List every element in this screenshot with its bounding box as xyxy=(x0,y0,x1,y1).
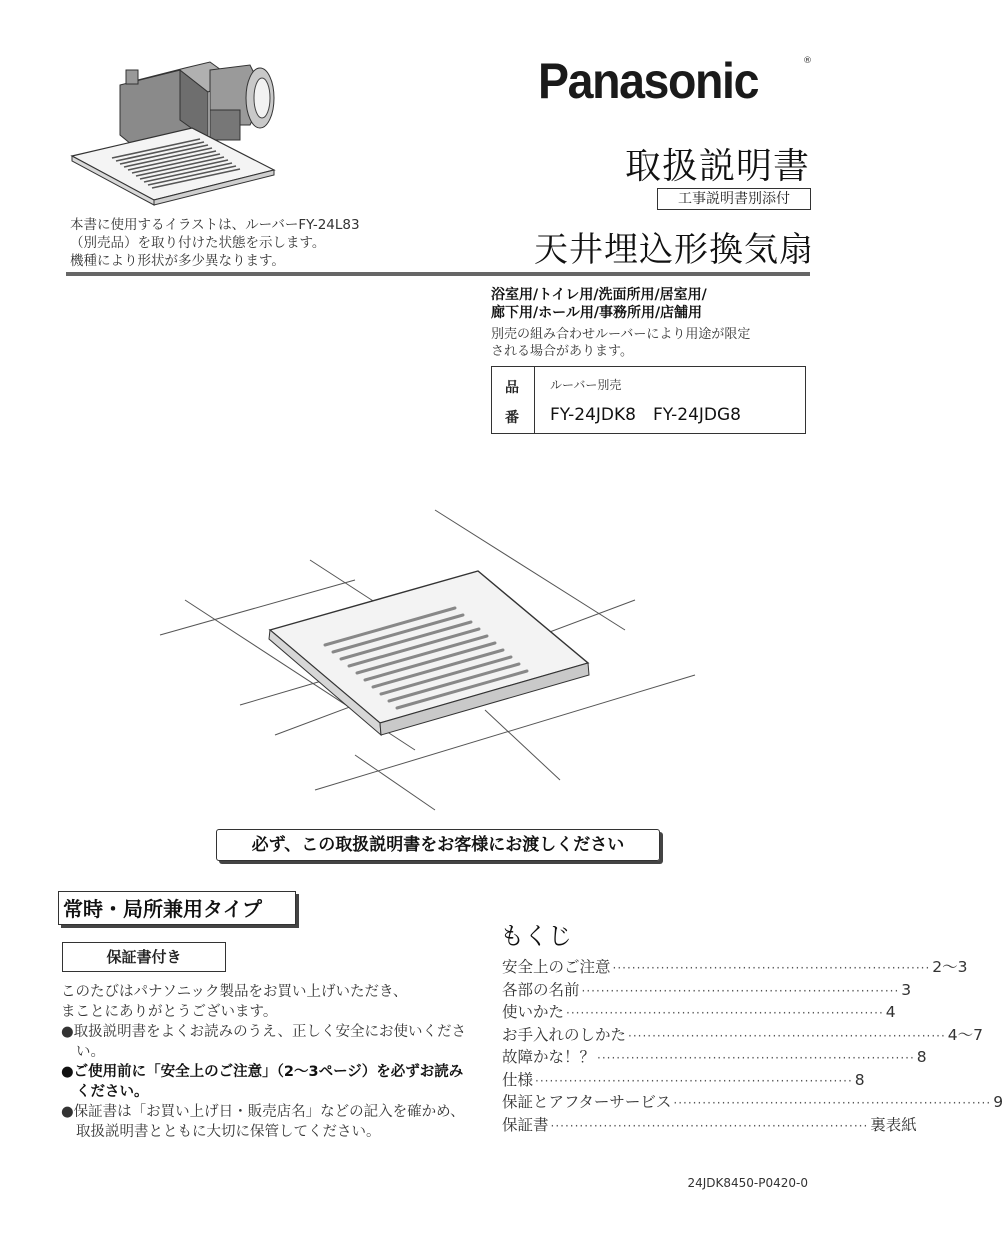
toc-item-page: 4〜7 xyxy=(947,1025,984,1044)
toc-leader: ·································································· xyxy=(673,1096,992,1110)
intro-bullet: ●取扱説明書をよくお読みのうえ、正しく安全にお使いください。 xyxy=(61,1024,467,1060)
toc-item-page: 4 xyxy=(885,1003,896,1021)
illustration-note xyxy=(70,216,410,270)
model-number-table xyxy=(491,366,806,434)
model-key-top: 品 xyxy=(505,380,519,396)
toc-item[interactable] xyxy=(502,1068,865,1091)
usage-list xyxy=(491,286,811,322)
warranty-label: 保証書付き xyxy=(62,942,226,972)
note-line: （別売品）を取り付けた状態を示します。 xyxy=(70,235,326,251)
product-name: 天井埋込形換気扇 xyxy=(534,230,814,270)
toc-item-page: 8 xyxy=(854,1070,865,1089)
toc-item-page: 9 xyxy=(993,1093,1003,1111)
usage-line: 廊下用/ホール用/事務所用/店舗用 xyxy=(491,305,703,321)
toc-item[interactable] xyxy=(502,1113,917,1136)
toc-title: もくじ xyxy=(500,922,572,950)
toc-item[interactable] xyxy=(502,1045,927,1068)
toc-item-label: 保証書 xyxy=(502,1115,549,1134)
usage-line: 浴室用/トイレ用/洗面所用/居室用/ xyxy=(491,287,707,303)
toc-leader: ·································································· xyxy=(535,1073,853,1088)
fan-unit-illustration xyxy=(60,40,360,240)
usage-note xyxy=(491,326,811,360)
model-numbers: FY-24JDK8 FY-24JDG8 xyxy=(550,405,741,425)
toc-item-page: 3 xyxy=(901,980,912,999)
toc-leader: ·································································· xyxy=(550,1118,869,1133)
toc-item[interactable] xyxy=(502,978,912,1001)
toc-item-label: 保証とアフターサービス xyxy=(502,1093,672,1111)
toc-item-label: 安全上のご注意 xyxy=(502,958,611,976)
intro-bullet: ●保証書は「お買い上げ日・販売店名」などの記入を確かめ、取扱説明書とともに大切に保管してください。 xyxy=(61,1104,465,1140)
toc-item-label: お手入れのしかた xyxy=(502,1025,627,1044)
intro-bullet-important: ●ご使用前に「安全上のご注意」（2〜3ページ）を必ずお読みください。 xyxy=(61,1064,464,1100)
note-line: 本書に使用するイラストは、ルーバーFY-24L83 xyxy=(70,217,360,233)
handover-banner: 必ず、この取扱説明書をお客様にお渡しください xyxy=(216,829,660,861)
intro-line: まことにありがとうございます。 xyxy=(61,1004,278,1020)
type-label: 常時・局所兼用タイプ xyxy=(58,891,296,925)
header-divider xyxy=(66,272,810,276)
toc-leader: ·································································· xyxy=(566,1006,884,1020)
toc-item-label: 仕様 xyxy=(502,1070,534,1089)
toc-item[interactable] xyxy=(502,955,968,978)
intro-text xyxy=(61,982,471,1142)
toc-item-page: 2〜3 xyxy=(932,958,968,976)
ceiling-fan-illustration xyxy=(155,505,715,825)
usage-note-line: 別売の組み合わせルーバーにより用途が限定 xyxy=(491,327,751,342)
usage-note-line: される場合があります。 xyxy=(491,344,633,359)
table-of-contents xyxy=(502,955,1003,1135)
toc-item[interactable] xyxy=(502,1000,896,1023)
brand-logo: Panasonic xyxy=(538,53,759,109)
toc-item[interactable] xyxy=(502,1090,1003,1113)
document-code: 24JDK8450-P0420-0 xyxy=(687,1176,808,1190)
intro-line: このたびはパナソニック製品をお買い上げいただき、 xyxy=(61,984,408,1000)
toc-leader: ·································································· xyxy=(612,961,931,975)
toc-item-label: 各部の名前 xyxy=(502,980,580,999)
toc-leader: ·································································· xyxy=(628,1028,946,1043)
toc-item-page: 裏表紙 xyxy=(870,1115,917,1134)
registered-mark: ® xyxy=(803,56,812,66)
note-line: 機種により形状が多少異なります。 xyxy=(70,253,285,269)
table-divider xyxy=(534,367,535,433)
toc-item-label: 故障かな！？ xyxy=(502,1048,596,1066)
toc-leader: ·································································· xyxy=(581,983,900,998)
installation-manual-label: 工事説明書別添付 xyxy=(657,188,811,210)
toc-item-label: 使いかた xyxy=(502,1003,565,1021)
toc-item-page: 8 xyxy=(916,1048,927,1066)
toc-leader: ·································································· xyxy=(597,1051,915,1065)
model-key-bottom: 番 xyxy=(505,410,519,426)
louver-sold-separately: ルーバー別売 xyxy=(550,378,622,392)
toc-item[interactable] xyxy=(502,1023,984,1046)
document-title: 取扱説明書 xyxy=(624,146,810,187)
